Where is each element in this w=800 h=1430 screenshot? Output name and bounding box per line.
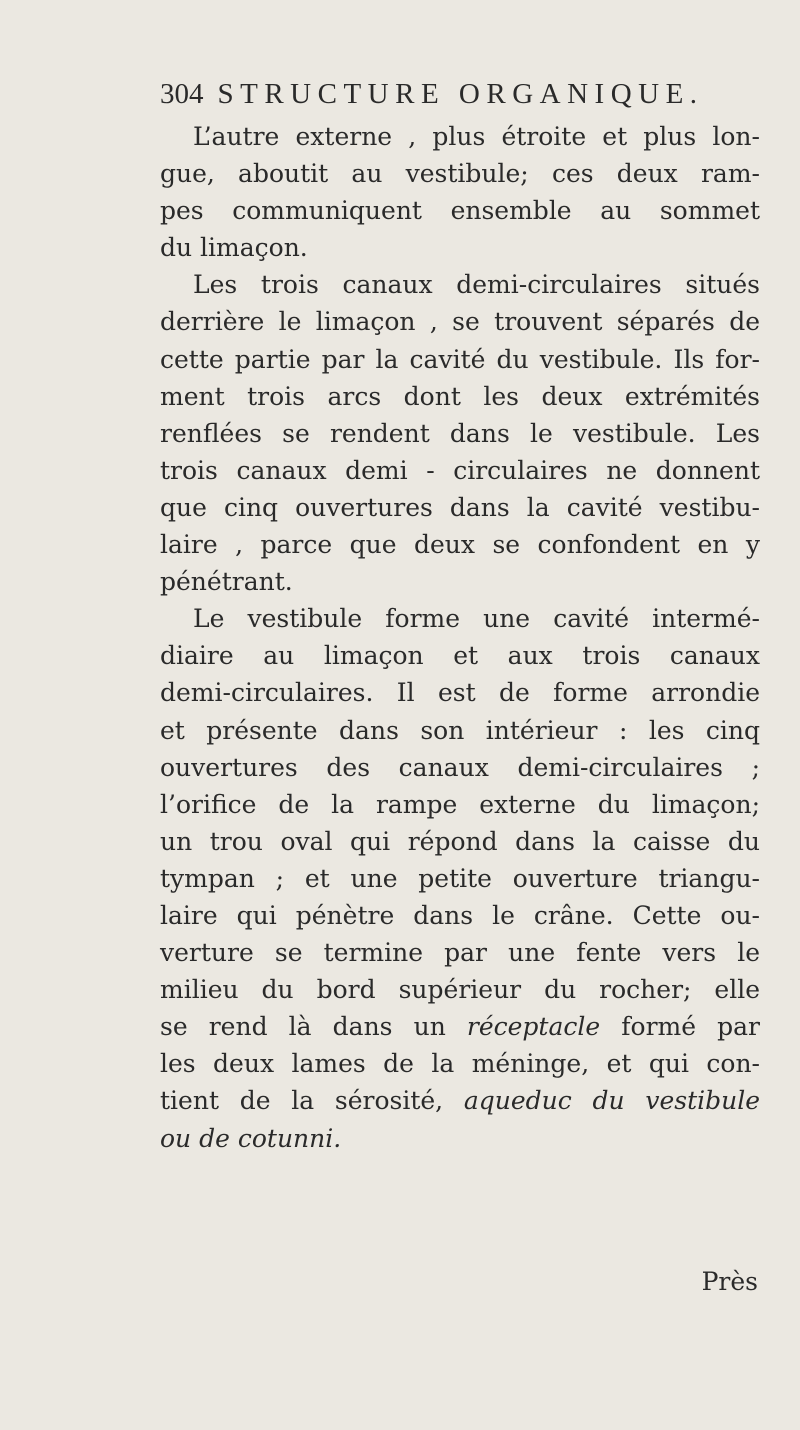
text-line: pénétrant. — [160, 567, 293, 597]
text-line: cette partie par la cavité du vestibule. Ils for- — [160, 344, 760, 374]
text-line: laire , parce que deux se confondent en y — [160, 530, 760, 560]
text-line — [160, 1120, 760, 1157]
running-title: STRUCTURE ORGANIQUE. — [217, 78, 704, 110]
running-header — [160, 78, 704, 111]
text-line: ouvertures des canaux demi-circulaires ; — [160, 752, 760, 782]
text-line: que cinq ouvertures dans la cavité vestibu- — [160, 492, 760, 522]
text-line: un trou oval qui répond dans la caisse du — [160, 826, 760, 856]
text-line: Les trois canaux demi-circulaires situés — [193, 270, 760, 300]
text-line: gue, aboutit au vestibule; ces deux ram- — [160, 159, 760, 189]
text-line: renflées se rendent dans le vestibule. Les — [160, 418, 760, 448]
text-line — [160, 1082, 760, 1119]
italic-term: ou de cotunni. — [160, 1123, 342, 1153]
page-number: 304 — [160, 78, 204, 110]
text-line: Le vestibule forme une cavité intermé- — [193, 604, 760, 634]
italic-term: réceptacle — [466, 1012, 601, 1042]
page-body-text — [160, 118, 760, 1157]
catchword: Près — [701, 1267, 758, 1296]
text-line: les deux lames de la méninge, et qui con- — [160, 1049, 760, 1079]
text-line: L’autre externe , plus étroite et plus lon- — [193, 122, 760, 151]
text-line: et présente dans son intérieur : les cinq — [160, 715, 760, 745]
text-line: derrière le limaçon , se trouvent séparés de — [160, 307, 760, 337]
text-line: trois canaux demi - circulaires ne donnent — [160, 455, 760, 485]
text-line: laire qui pénètre dans le crâne. Cette ou- — [160, 900, 760, 930]
text-segment: se rend là dans un — [160, 1012, 467, 1042]
text-line: tympan ; et une petite ouverture triangu- — [160, 863, 760, 893]
text-line — [160, 1008, 760, 1045]
text-line: diaire au limaçon et aux trois canaux — [160, 641, 760, 671]
text-segment: tient de la sérosité, — [160, 1086, 464, 1116]
text-line: pes communiquent ensemble au sommet — [160, 196, 760, 226]
text-line: ment trois arcs dont les deux extrémités — [160, 381, 760, 411]
text-line: milieu du bord supérieur du rocher; elle — [160, 975, 760, 1005]
text-line: verture se termine par une fente vers le — [160, 938, 760, 968]
text-line: l’orifice de la rampe externe du limaçon; — [160, 789, 760, 819]
text-line: demi-circulaires. Il est de forme arrondie — [160, 678, 760, 708]
text-line: du limaçon. — [160, 233, 308, 263]
text-segment: formé par — [600, 1012, 760, 1042]
italic-term: aqueduc du vestibule — [463, 1086, 760, 1116]
